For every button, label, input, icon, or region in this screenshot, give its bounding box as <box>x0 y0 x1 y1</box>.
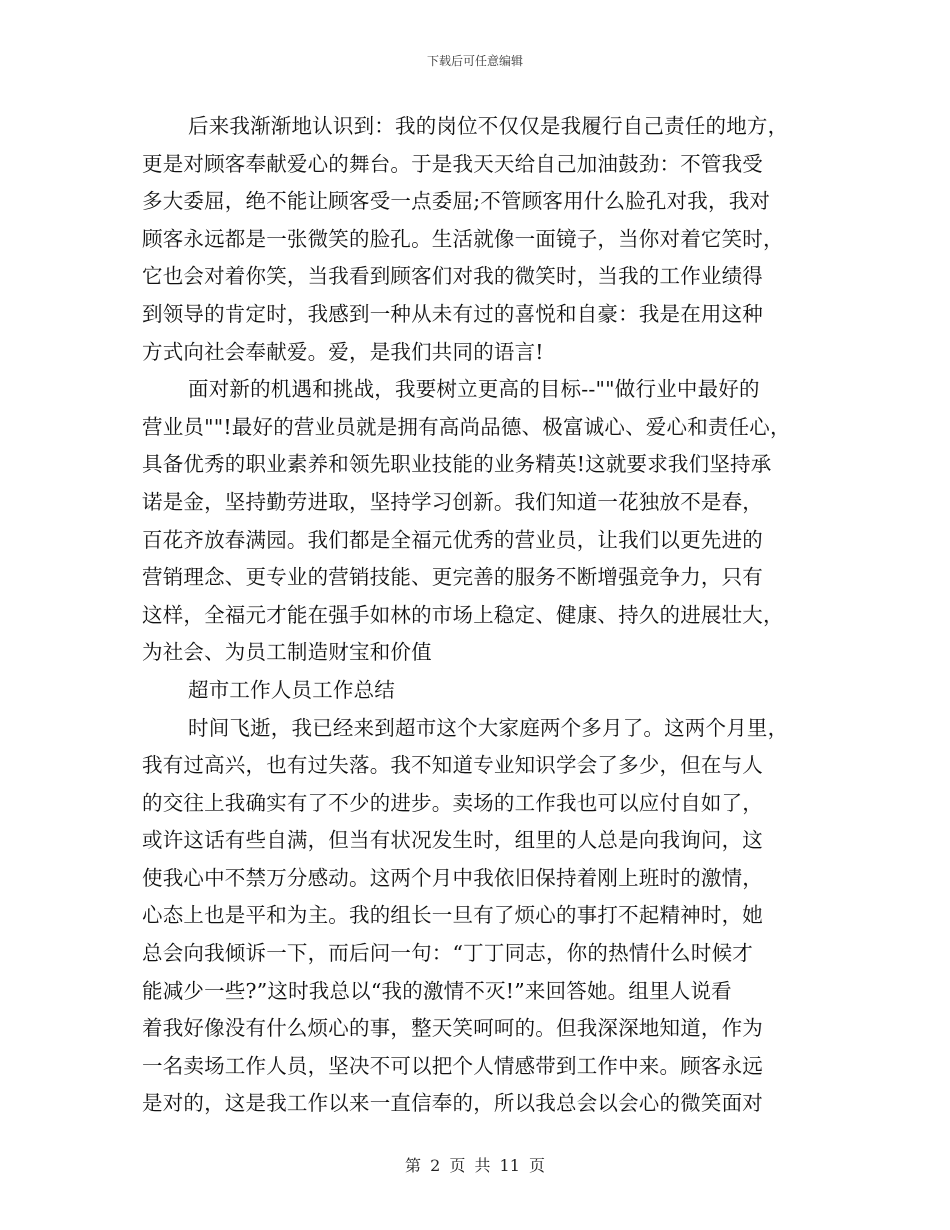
text-line: 的交往上我确实有了不少的进步。卖场的工作我也可以应付自如了， <box>142 790 763 815</box>
text-line: 更是对顾客奉献爱心的舞台。于是我天天给自己加油鼓劲：不管我受 <box>142 151 763 176</box>
text-line: 到领导的肯定时，我感到一种从未有过的喜悦和自豪：我是在用这种 <box>142 301 763 326</box>
page-header-note: 下载后可任意编辑 <box>426 54 523 68</box>
text-line: 顾客永远都是一张微笑的脸孔。生活就像一面镜子，当你对着它笑时， <box>142 226 784 251</box>
text-line: 面对新的机遇和挑战，我要树立更高的目标--""做行业中最好的 <box>188 377 760 402</box>
text-line: 营销理念、更专业的营销技能、更完善的服务不断增强竞争力，只有 <box>142 565 763 590</box>
text-line: 营业员""!最好的营业员就是拥有高尚品德、极富诚心、爱心和责任心， <box>142 414 791 439</box>
text-line: 一名卖场工作人员，坚决不可以把个人情感带到工作中来。顾客永远 <box>142 1053 763 1078</box>
document-body <box>142 108 814 1123</box>
text-line: 或许这话有些自满，但当有状况发生时，组里的人总是向我询问，这 <box>142 828 763 853</box>
text-line: 具备优秀的职业素养和领先职业技能的业务精英!这就要求我们坚持承 <box>142 452 772 477</box>
text-line: 总会向我倾诉一下，而后问一句：“丁丁同志，你的热情什么时候才 <box>142 941 753 966</box>
text-line: 我有过高兴，也有过失落。我不知道专业知识学会了多少，但在与人 <box>142 753 763 778</box>
text-line: 多大委屈，绝不能让顾客受一点委屈;不管顾客用什么脸孔对我，我对 <box>142 189 771 214</box>
text-line: 能减少一些?”这时我总以“我的激情不灭!”来回答她。组里人说看 <box>142 978 732 1003</box>
text-line: 心态上也是平和为主。我的组长一旦有了烦心的事打不起精神时，她 <box>142 903 763 928</box>
text-line: 它也会对着你笑，当我看到顾客们对我的微笑时，当我的工作业绩得 <box>142 264 763 289</box>
text-line: 是对的，这是我工作以来一直信奉的，所以我总会以会心的微笑面对 <box>142 1091 763 1116</box>
text-line: 百花齐放春满园。我们都是全福元优秀的营业员，让我们以更先进的 <box>142 527 763 552</box>
text-line: 超市工作人员工作总结 <box>188 677 395 702</box>
text-line: 着我好像没有什么烦心的事，整天笑呵呵的。但我深深地知道，作为 <box>142 1016 763 1041</box>
page-number-footer: 第 2 页 共 11 页 <box>405 1156 545 1175</box>
text-line: 使我心中不禁万分感动。这两个月中我依旧保持着刚上班时的激情， <box>142 865 763 890</box>
text-line: 时间飞逝，我已经来到超市这个大家庭两个多月了。这两个月里， <box>188 715 789 740</box>
text-line: 后来我渐渐地认识到：我的岗位不仅仅是我履行自己责任的地方， <box>188 114 789 138</box>
text-line: 这样，全福元才能在强手如林的市场上稳定、健康、持久的进展壮大， <box>142 602 784 627</box>
text-line: 方式向社会奉献爱。爱，是我们共同的语言! <box>142 339 544 364</box>
text-line: 诺是金，坚持勤劳进取，坚持学习创新。我们知道一花独放不是春， <box>142 489 763 514</box>
text-line: 为社会、为员工制造财宝和价值 <box>142 640 432 665</box>
